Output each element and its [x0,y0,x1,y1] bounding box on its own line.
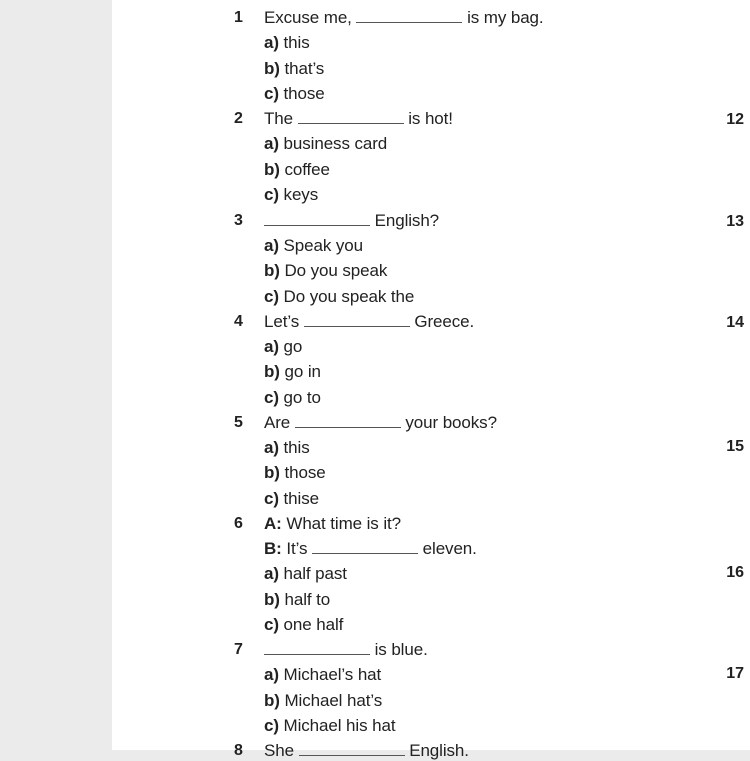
answer-blank [298,109,404,124]
option: c) one half [264,615,344,634]
question-number: 4 [234,313,243,330]
side-number: 15 [726,438,744,455]
question-stem: She English. [264,741,469,760]
option: a) Michael’s hat [264,665,382,684]
side-number: 16 [726,564,744,581]
question-stem: is blue. [264,640,428,660]
option: b) those [264,463,326,482]
option: a) business card [264,134,388,153]
option: c) Michael his hat [264,716,396,735]
question-stem: Excuse me, is my bag. [264,8,544,27]
option: b) go in [264,362,321,381]
option: a) this [264,33,310,52]
answer-blank [264,640,370,655]
question-number: 5 [234,414,243,431]
worksheet-page [112,0,750,760]
question-number: 6 [234,515,243,532]
dialogue-line-a: A: What time is it? [264,514,401,533]
question-number: 1 [234,9,243,26]
answer-blank [356,8,462,23]
answer-blank [295,413,401,428]
option: a) half past [264,564,347,583]
answer-blank [299,741,405,756]
option: c) Do you speak the [264,287,415,306]
dialogue-line-b: B: It’s eleven. [264,539,477,558]
option: b) half to [264,590,331,609]
option: a) go [264,337,303,356]
answer-blank [312,539,418,554]
question-number: 2 [234,110,243,127]
question-stem: Let’s Greece. [264,312,475,331]
option: a) Speak you [264,236,363,255]
side-number: 17 [726,665,744,682]
side-number: 13 [726,213,744,230]
option: b) coffee [264,160,330,179]
option: a) this [264,438,310,457]
option: c) those [264,84,325,103]
question-number: 3 [234,212,243,229]
side-number: 12 [726,111,744,128]
option: b) that’s [264,59,325,78]
option: b) Do you speak [264,261,388,280]
option: c) keys [264,185,319,204]
option: c) thise [264,489,319,508]
option: b) Michael hat’s [264,691,383,710]
side-number: 14 [726,314,744,331]
option: c) go to [264,388,321,407]
question-number: 8 [234,742,243,759]
answer-blank [264,211,370,226]
question-stem: Are your books? [264,413,497,432]
answer-blank [304,312,410,327]
question-stem: The is hot! [264,109,453,128]
question-stem: English? [264,211,439,231]
question-number: 7 [234,641,243,658]
